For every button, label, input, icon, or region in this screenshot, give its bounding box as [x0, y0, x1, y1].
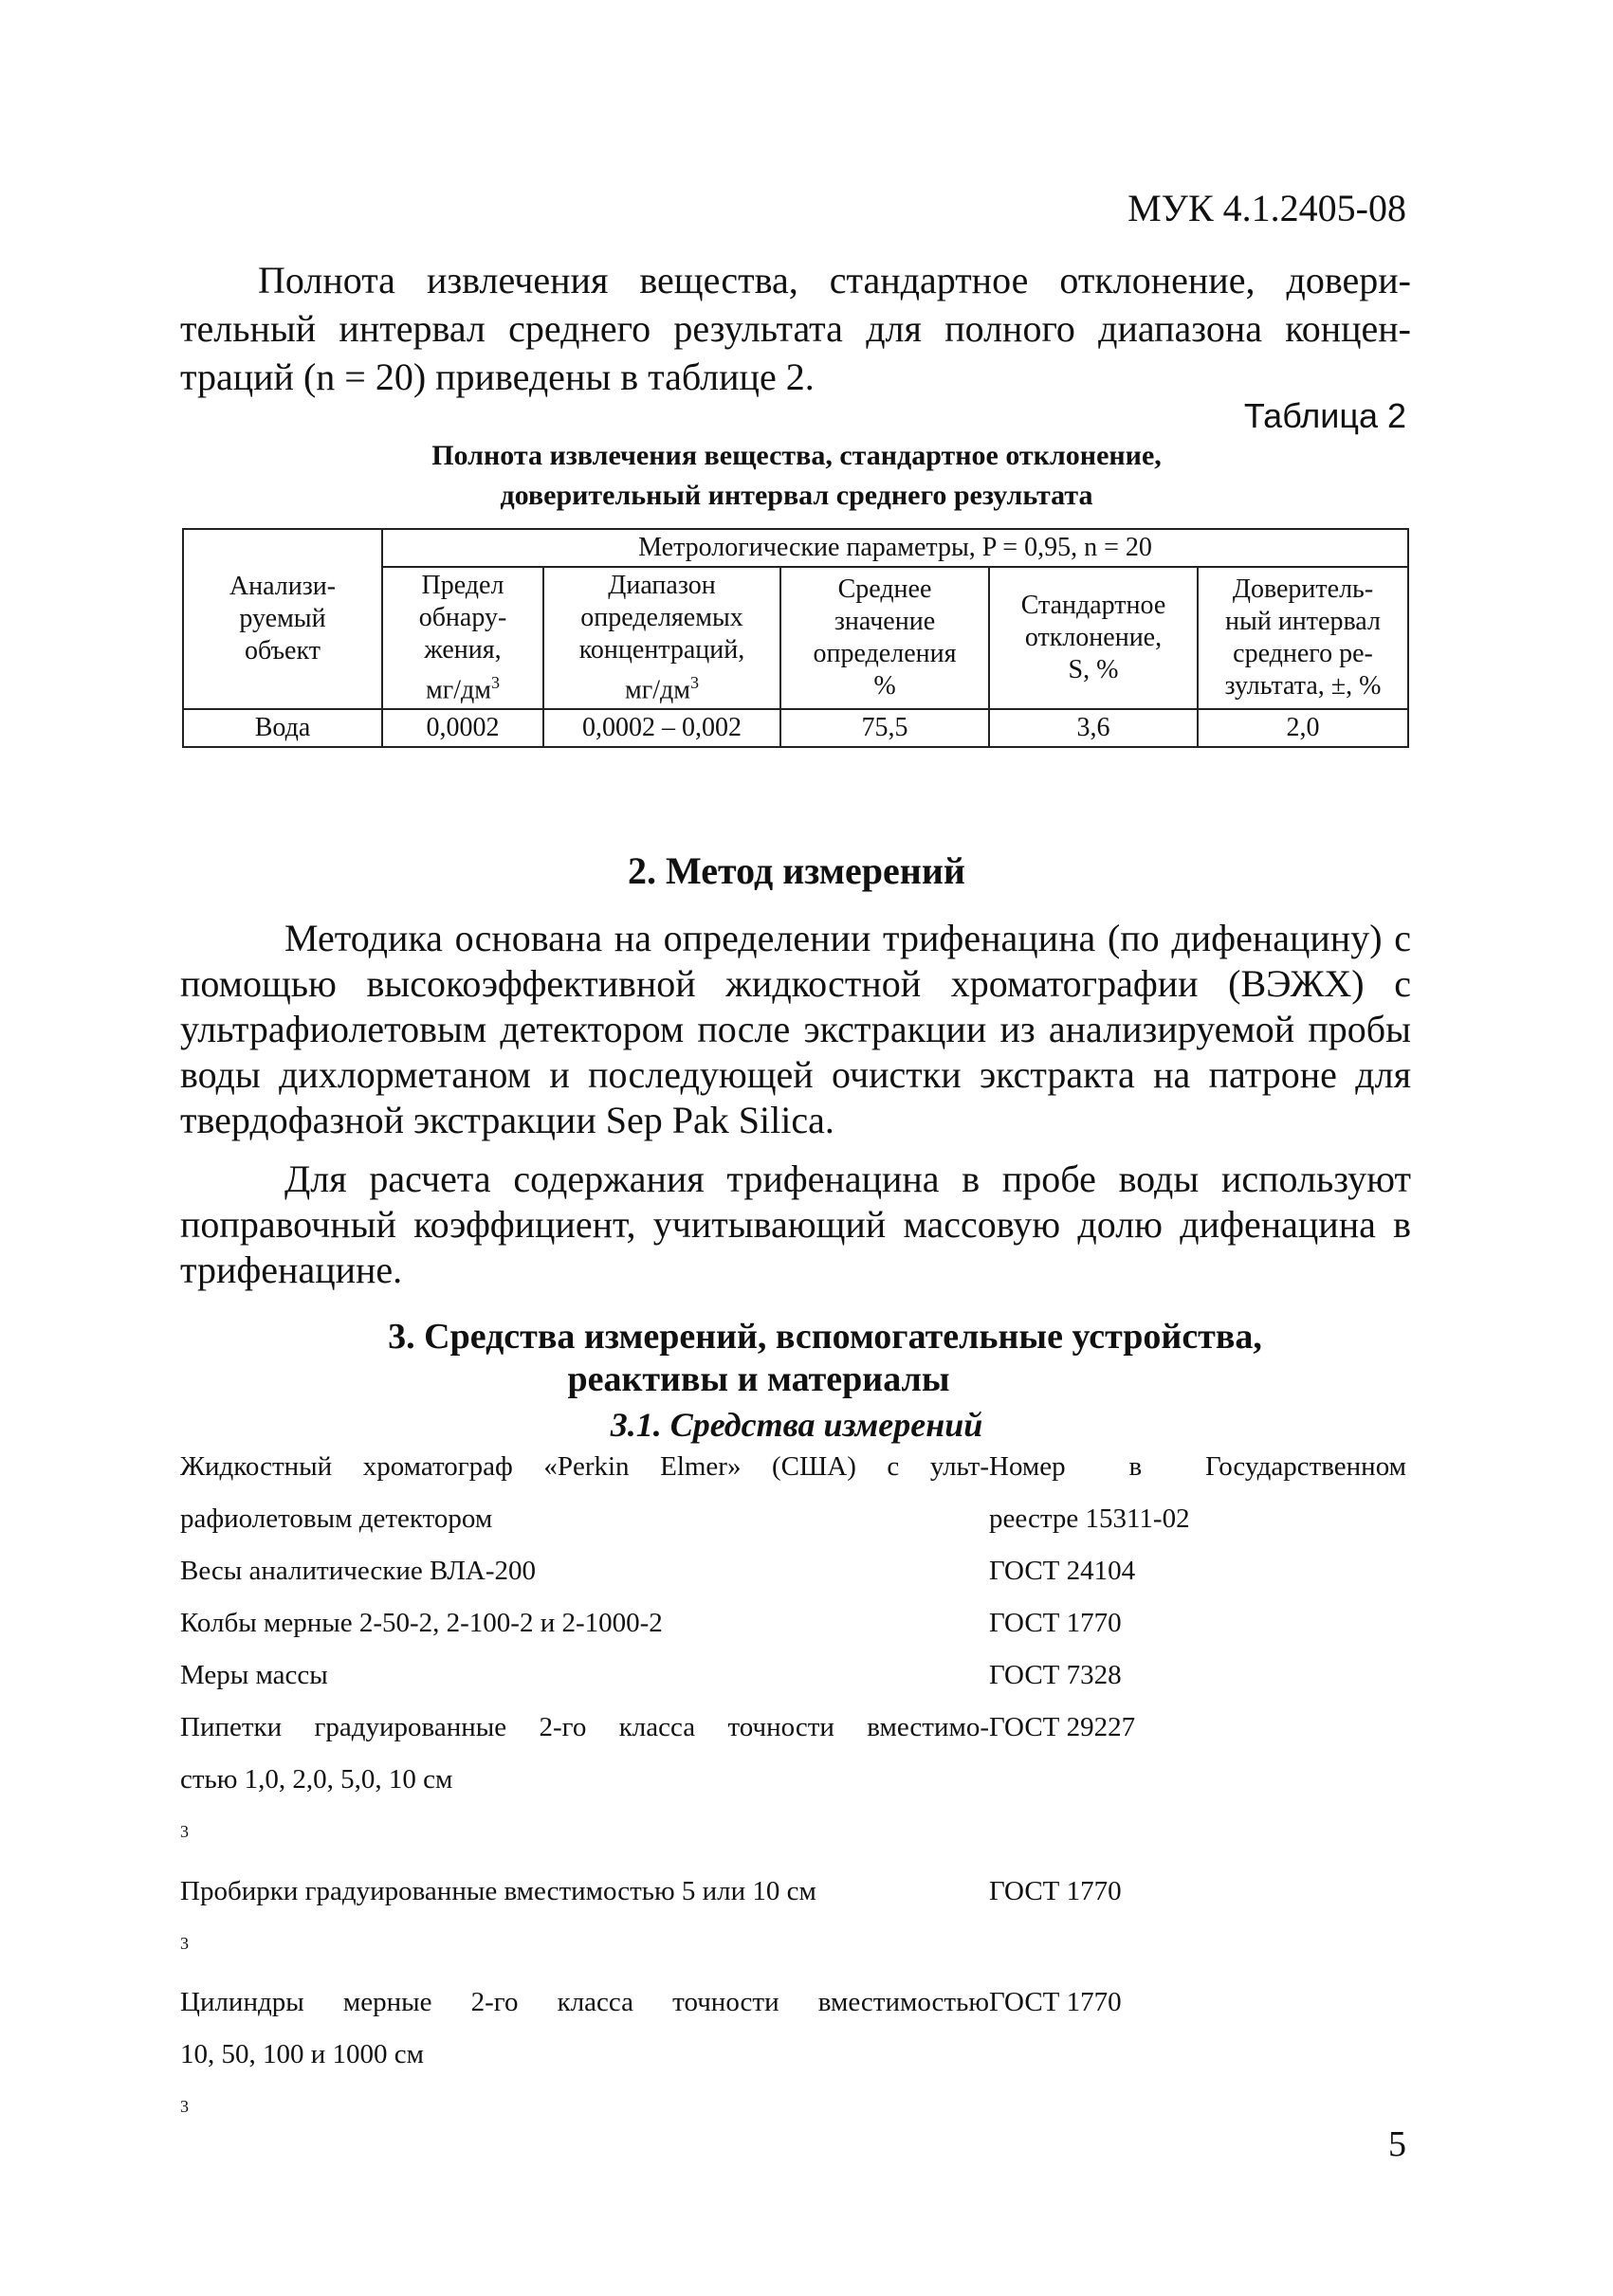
cell-sd: 3,6 [989, 709, 1198, 747]
header-range [543, 567, 780, 709]
instrument-standard [989, 1866, 1406, 1977]
cell-range: 0,0002 – 0,002 [543, 709, 780, 747]
instrument-name-line: Пипетки градуированные 2-го класса точности вместимо- [180, 1712, 989, 1742]
header-text: Диапазон [608, 571, 716, 600]
instrument-standard [989, 1649, 1406, 1702]
header-text: обнару- [418, 603, 507, 632]
header-metrological-group: Метрологические параметры, P = 0,95, n = 20 [382, 529, 1408, 567]
paragraph: Методика основана на определении трифенацина (по дифенацину) с помощью высокоэффективной жидкостной хроматографии (ВЭЖХ) с ультрафиолетовым детектором после экстракции из анализируемой пробы воды дихлорметаном и последующей очистки экстракта на патроне для твердофазной экстракции Sep Pak Silica. [180, 917, 1411, 1141]
instrument-standard-line: ГОСТ 1770 [989, 1875, 1122, 1906]
header-text: % [873, 671, 896, 702]
cell-mean: 75,5 [780, 709, 989, 747]
list-item [180, 1866, 1413, 1977]
intro-line: тельный интервал среднего результата для полного диапазона концен- [180, 307, 1411, 350]
header-text: определяемых [580, 603, 743, 632]
instrument-standard-line: ГОСТ 1770 [989, 1608, 1122, 1638]
cell-limit: 0,0002 [382, 709, 543, 747]
header-mean [780, 567, 989, 709]
instrument-name [180, 1977, 989, 2141]
header-text: Анализи- [229, 572, 337, 602]
subsection-3-1-heading: 3.1. Средства измерений [610, 1406, 983, 1444]
instrument-standard-line: ГОСТ 29227 [989, 1712, 1136, 1742]
instruments-list [180, 1441, 1413, 2141]
header-text: мг/дм [426, 675, 491, 705]
instrument-name-line: Колбы мерные 2-50-2, 2-100-2 и 2-1000-2 [180, 1608, 663, 1638]
header-sd [989, 567, 1198, 709]
instrument-standard-line: ГОСТ 1770 [989, 1987, 1122, 2018]
intro-line: Полнота извлечения вещества, стандартное отклонение, довери- [258, 259, 1411, 301]
instrument-name-line: Пробирки градуированные вместимостью 5 или 10 см [180, 1875, 816, 1906]
list-item [180, 1545, 1413, 1597]
table-title [180, 436, 1413, 516]
instrument-standard [989, 1702, 1406, 1866]
table-row [183, 709, 1408, 747]
header-text: отклонение, [1024, 623, 1163, 653]
section-3-heading-line: реактивы и материалы [567, 1359, 950, 1399]
paragraph: Для расчета содержания трифенацина в пробе воды используют поправочный коэффициент, учитывающий массовую долю дифенацина в трифенацине. [180, 1157, 1411, 1291]
header-text: среднего ре- [1233, 639, 1373, 669]
instrument-standard-line: ГОСТ 24104 [989, 1556, 1136, 1586]
instrument-name-line: Цилиндры мерные 2-го класса точности вместимостью [180, 1987, 989, 2018]
intro-line: траций (n = 20) приведены в таблице 2. [180, 355, 815, 398]
instrument-name-line: стью 1,0, 2,0, 5,0, 10 см [180, 1764, 453, 1795]
document-code: МУК 4.1.2405-08 [1127, 187, 1406, 229]
table-title-line: доверительный интервал среднего результата [500, 480, 1093, 511]
instrument-standard [989, 1597, 1406, 1649]
section-2-body [180, 916, 1411, 1293]
instrument-name [180, 1597, 989, 1649]
header-text: Стандартное [1020, 591, 1166, 621]
instrument-name [180, 1441, 989, 1545]
instrument-name-line: рафиолетовым детектором [180, 1503, 493, 1534]
header-text: определения [813, 639, 957, 669]
header-text: жения, [424, 635, 502, 665]
table-label: Таблица 2 [1243, 396, 1406, 435]
instrument-standard [989, 1977, 1406, 2141]
table-title-line: Полнота извлечения вещества, стандартное отклонение, [431, 440, 1162, 471]
instrument-name-line: Весы аналитические ВЛА-200 [180, 1556, 537, 1586]
section-3-heading [180, 1316, 1413, 1401]
instrument-standard-line: реестре 15311-02 [989, 1503, 1190, 1534]
header-text: концентраций, [578, 635, 745, 665]
section-2-heading: 2. Метод измерений [628, 849, 965, 892]
table-header-row [183, 529, 1408, 567]
cell-ci: 2,0 [1198, 709, 1408, 747]
page-number: 5 [1388, 2124, 1406, 2164]
instrument-name [180, 1702, 989, 1866]
list-item [180, 1977, 1413, 2141]
header-confidence-interval [1198, 567, 1408, 709]
list-item [180, 1597, 1413, 1649]
header-text: значение [834, 607, 936, 637]
instrument-standard-line: ГОСТ 7328 [989, 1660, 1122, 1690]
instrument-standard [989, 1441, 1406, 1545]
instrument-name-line: Меры массы [180, 1660, 328, 1690]
instrument-name [180, 1545, 989, 1597]
list-item [180, 1702, 1413, 1866]
section-3-heading-line: 3. Средства измерений, вспомогательные устройства, [388, 1317, 1262, 1357]
intro-paragraph [180, 256, 1411, 401]
superscript: 3 [689, 673, 699, 692]
header-text: ный интервал [1225, 607, 1381, 637]
superscript: 3 [180, 2097, 189, 2117]
header-text: зультата, ±, % [1224, 671, 1382, 702]
instrument-standard [989, 1545, 1406, 1597]
header-text: Предел [421, 571, 504, 600]
header-object [183, 529, 382, 709]
superscript: 3 [180, 1822, 189, 1841]
header-text: мг/дм [625, 675, 690, 705]
instrument-name [180, 1866, 989, 1977]
cell-object: Вода [183, 709, 382, 747]
header-text: Доверитель- [1232, 574, 1374, 605]
header-text: S, % [1068, 655, 1119, 685]
header-text: руемый [239, 604, 326, 634]
header-text: объект [245, 636, 321, 666]
superscript: 3 [490, 673, 500, 692]
instrument-name-line: 10, 50, 100 и 1000 см [180, 2039, 424, 2070]
header-detection-limit [382, 567, 543, 709]
header-text: Среднее [837, 574, 932, 605]
instrument-standard-line: Номер в Государственном [989, 1451, 1406, 1482]
superscript: 3 [180, 1933, 189, 1953]
instrument-name [180, 1649, 989, 1702]
instrument-name-line: Жидкостный хроматограф «Perkin Elmer» (США) с ульт- [180, 1451, 989, 1482]
list-item [180, 1649, 1413, 1702]
list-item [180, 1441, 1413, 1545]
results-table [182, 528, 1409, 748]
